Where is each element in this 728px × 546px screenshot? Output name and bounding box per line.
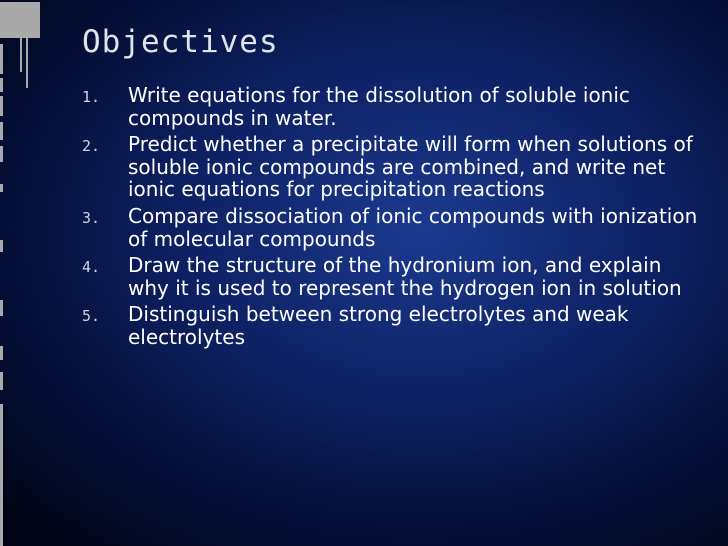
decorative-bar [0, 300, 3, 316]
slide-title: Objectives [82, 24, 279, 60]
decorative-bar [0, 372, 3, 390]
list-item-number: 1. [82, 88, 101, 106]
list-item-number: 3. [82, 208, 101, 227]
list-item-number: 4. [82, 258, 101, 277]
decorative-bar [0, 346, 3, 360]
decorative-bar [0, 122, 3, 140]
list-item-number: 2. [82, 137, 101, 156]
list-item-text: Distinguish between strong electrolytes and weak electrolytes [128, 302, 629, 349]
decorative-bar [0, 44, 3, 74]
list-item-text: Write equations for the dissolution of soluble ionic compounds in water. [128, 83, 630, 130]
decorative-bar [0, 404, 3, 546]
list-item-text: Predict whether a precipitate will form when solutions of soluble ionic compounds are combined, and write net ionic equations for precipitation reactions [128, 132, 693, 202]
list-item-number: 5. [82, 307, 101, 326]
decorative-bar [0, 78, 3, 92]
list-item [82, 84, 702, 129]
decorative-bar [0, 240, 3, 252]
decorative-line [20, 38, 22, 72]
decorative-bar [0, 146, 3, 162]
decorative-line [26, 38, 28, 88]
decorative-bar [0, 2, 40, 38]
list-item [82, 254, 702, 299]
objectives-list [82, 84, 702, 349]
list-item [82, 205, 702, 250]
list-item-text: Compare dissociation of ionic compounds with ionization of molecular compounds [128, 203, 698, 251]
list-item [82, 133, 702, 201]
list-item-text: Draw the structure of the hydronium ion, and explain why it is used to represent the hydrogen ion in solution [128, 253, 682, 300]
decorative-bar [0, 184, 3, 192]
decorative-bar [0, 96, 3, 116]
list-item [82, 303, 702, 348]
